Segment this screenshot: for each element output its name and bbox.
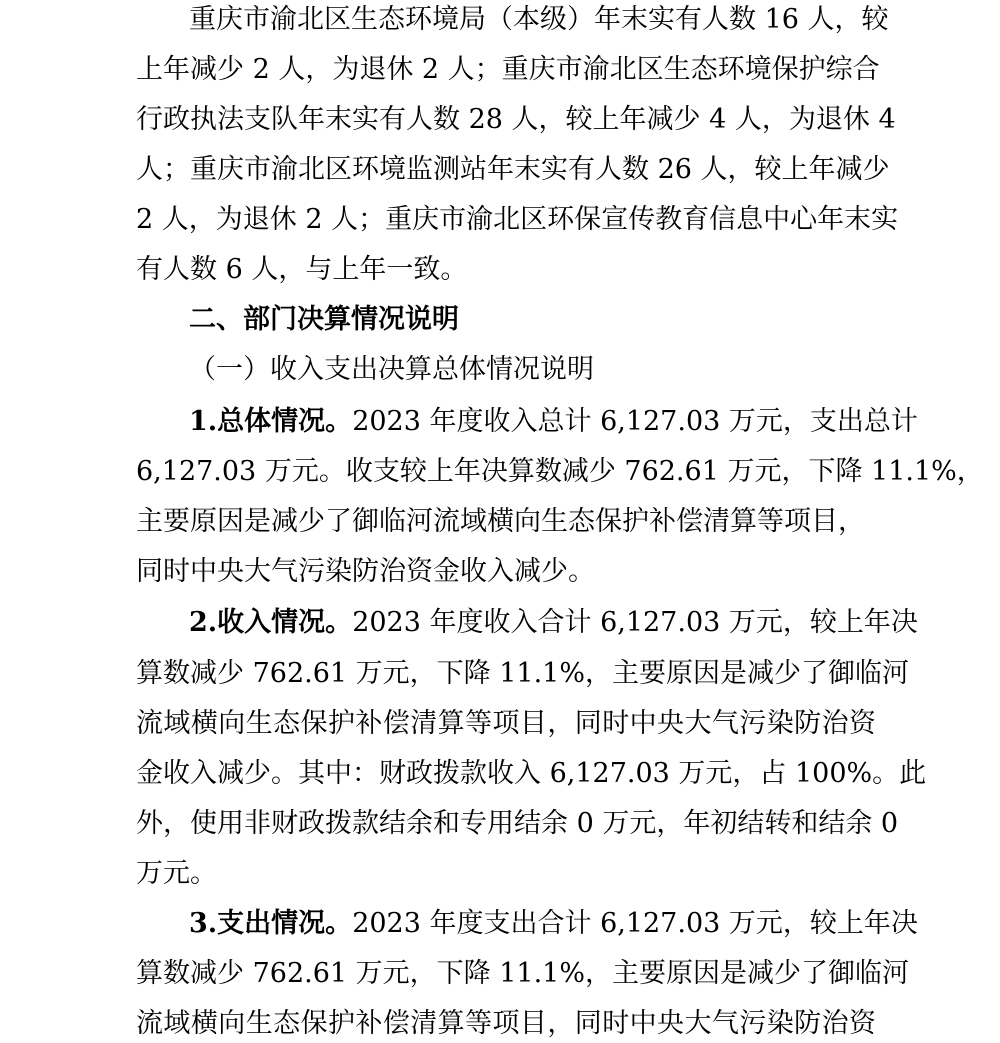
subsection-heading: （一）收入支出决算总体情况说明 [189,354,594,385]
paragraph-line: 人；重庆市渝北区环境监测站年末实有人数 26 人，较上年减少 [136,154,890,185]
paragraph-line: 6,127.03 万元。收支较上年决算数减少 762.61 万元，下降 11.1%， [136,456,984,487]
paragraph-lead: 2.收入情况。 [189,607,353,638]
paragraph-text: 2023 年度收入合计 6,127.03 万元，较上年决 [352,607,918,638]
paragraph-first-line [189,906,918,942]
section-heading: 二、部门决算情况说明 [189,304,459,335]
paragraph-first-line [189,404,918,440]
paragraph-text: 2023 年度支出合计 6,127.03 万元，较上年决 [352,908,918,939]
paragraph-line: 主要原因是减少了御临河流域横向生态保护补偿清算等项目， [136,506,865,537]
paragraph-line: 上年减少 2 人，为退休 2 人；重庆市渝北区生态环境保护综合 [136,54,880,85]
paragraph-first-line [189,605,918,641]
paragraph-line: 算数减少 762.61 万元，下降 11.1%，主要原因是减少了御临河 [136,958,909,989]
paragraph-lead: 1.总体情况。 [189,406,353,437]
paragraph-line: 2 人，为退休 2 人；重庆市渝北区环保宣传教育信息中心年末实 [136,204,899,235]
paragraph-lead: 3.支出情况。 [189,908,353,939]
paragraph-line: 行政执法支队年末实有人数 28 人，较上年减少 4 人，为退休 4 [136,104,896,135]
paragraph-line: 万元。 [136,858,217,889]
paragraph-line: 金收入减少。其中：财政拨款收入 6,127.03 万元，占 100%。此 [136,758,927,789]
paragraph-line: 流域横向生态保护补偿清算等项目，同时中央大气污染防治资 [136,1008,876,1039]
paragraph-text: 2023 年度收入总计 6,127.03 万元，支出总计 [352,406,918,437]
paragraph-line: 外，使用非财政拨款结余和专用结余 0 万元，年初结转和结余 0 [136,808,899,839]
paragraph-line: 算数减少 762.61 万元，下降 11.1%，主要原因是减少了御临河 [136,658,909,689]
paragraph-line: 同时中央大气污染防治资金收入减少。 [136,556,595,587]
paragraph-line: 有人数 6 人，与上年一致。 [136,254,468,285]
paragraph-line: 流域横向生态保护补偿清算等项目，同时中央大气污染防治资 [136,708,876,739]
paragraph-line: 重庆市渝北区生态环境局（本级）年末实有人数 16 人，较 [189,4,889,35]
